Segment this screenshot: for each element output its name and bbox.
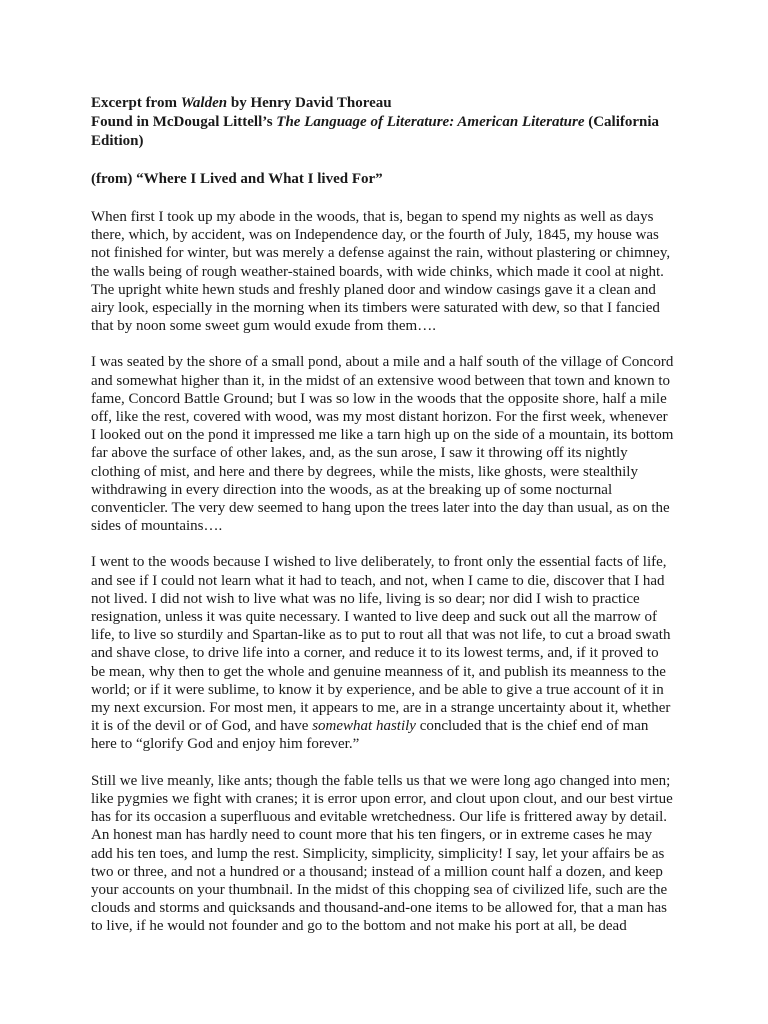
paragraph-line: the walls being of rough weather-stained boards, with wide chinks, which made it cool at night. [91, 263, 664, 280]
header-line-2: Found in McDougal Littell’s The Language of Literature: American Literature (California [91, 114, 660, 130]
paragraph-line: clothing of mist, and here and there by degrees, while the mists, like ghosts, were stealthily [91, 463, 638, 480]
paragraph-line: sides of mountains…. [91, 518, 223, 535]
document-header [91, 94, 708, 151]
paragraph-line: fame, Concord Battle Ground; but I was so low in the woods that the opposite shore, half a mile [91, 390, 667, 407]
paragraph-line: it is of the devil or of God, and have somewhat hastily concluded that is the chief end of man [91, 718, 649, 735]
paragraph-line: there, which, by accident, was on Independence day, or the fourth of July, 1845, my house was [91, 227, 659, 244]
anthology-title: The Language of Literature: American Literature [276, 114, 585, 130]
paragraph-line: I was seated by the shore of a small pond, about a mile and a half south of the village of Concord [91, 354, 674, 371]
paragraph-line: life, to live so sturdily and Spartan-like as to put to rout all that was not life, to cut a broad swath [91, 627, 671, 644]
paragraph-line: resignation, unless it was quite necessary. I wanted to live deep and suck out all the marrow of [91, 609, 657, 626]
paragraph-line: airy look, especially in the morning when its timbers were saturated with dew, so that I fancied [91, 300, 660, 317]
paragraph-line: not finished for winter, but was merely a defense against the rain, without plastering or chimney, [91, 245, 671, 262]
paragraph-1 [91, 208, 708, 335]
header-line-3: Edition) [91, 133, 144, 149]
paragraph-line: world; or if it were sublime, to know it by experience, and be able to give a true account of it in [91, 681, 664, 698]
paragraph-line: withdrawing in every direction into the woods, as at the breaking up of some nocturnal [91, 481, 613, 498]
paragraph-line: that by noon some sweet gum would exude from them…. [91, 318, 436, 335]
paragraph-line: and shave close, to drive life into a corner, and reduce it to its lowest terms, and, if it proved to [91, 645, 659, 662]
paragraph-line: like pygmies we fight with cranes; it is error upon error, and clout upon clout, and our best virtue [91, 790, 673, 807]
paragraph-4 [91, 772, 708, 936]
book-title-walden: Walden [180, 95, 228, 111]
paragraph-line: far above the surface of other lakes, and, as the sun arose, I saw it throwing off its nightly [91, 445, 628, 462]
paragraph-line: off, like the rest, covered with wood, was my most distant horizon. For the first week, whenever [91, 409, 668, 426]
paragraph-line: I went to the woods because I wished to live deliberately, to front only the essential facts of life, [91, 554, 667, 571]
paragraph-line: clouds and storms and quicksands and thousand-and-one items to be allowed for, that a man has [91, 900, 667, 917]
paragraph-line: here to “glorify God and enjoy him forever.” [91, 736, 360, 753]
paragraph-line: When first I took up my abode in the woods, that is, began to spend my nights as well as days [91, 209, 654, 225]
paragraph-line: and see if I could not learn what it had to teach, and not, when I came to die, discover that I had [91, 572, 665, 589]
paragraph-2 [91, 353, 708, 535]
paragraph-line: two or three, and not a hundred or a thousand; instead of a million count half a dozen, and keep [91, 863, 663, 880]
paragraph-line: An honest man has hardly need to count more that his ten fingers, or in extreme cases he may [91, 827, 653, 844]
paragraph-line: The upright white hewn studs and freshly planed door and window casings gave it a clean and [91, 281, 656, 298]
paragraph-line: and somewhat higher than it, in the midst of an extensive wood between that town and known to [91, 372, 671, 389]
paragraph-line: your accounts on your thumbnail. In the midst of this chopping sea of civilized life, such are the [91, 881, 668, 898]
emphasis-text: somewhat hastily [312, 718, 416, 735]
paragraph-line: to live, if he would not founder and go to the bottom and not make his port at all, be dead [91, 918, 627, 935]
section-title: (from) “Where I Lived and What I lived For” [91, 171, 383, 187]
header-line-1: Excerpt from Walden by Henry David Thoreau [91, 95, 392, 111]
paragraph-line: add his ten toes, and lump the rest. Simplicity, simplicity, simplicity! I say, let your affairs be as [91, 845, 665, 862]
paragraph-line: has for its occasion a superfluous and evitable wretchedness. Our life is frittered away by detail. [91, 809, 668, 826]
paragraph-line: be mean, why then to get the whole and genuine meanness of it, and publish its meanness to the [91, 663, 666, 680]
paragraph-line: I looked out on the pond it impressed me like a tarn high up on the side of a mountain, its bottom [91, 427, 674, 444]
paragraph-line: conventicler. The very dew seemed to hang upon the trees later into the day than usual, as on the [91, 500, 670, 517]
paragraph-3 [91, 553, 708, 753]
paragraph-line: not lived. I did not wish to live what was no life, living is so dear; nor did I wish to practice [91, 590, 640, 607]
paragraph-line: Still we live meanly, like ants; though the fable tells us that we were long ago changed into men; [91, 772, 671, 789]
paragraph-line: my next excursion. For most men, it appears to me, are in a strange uncertainty about it, whether [91, 700, 671, 717]
